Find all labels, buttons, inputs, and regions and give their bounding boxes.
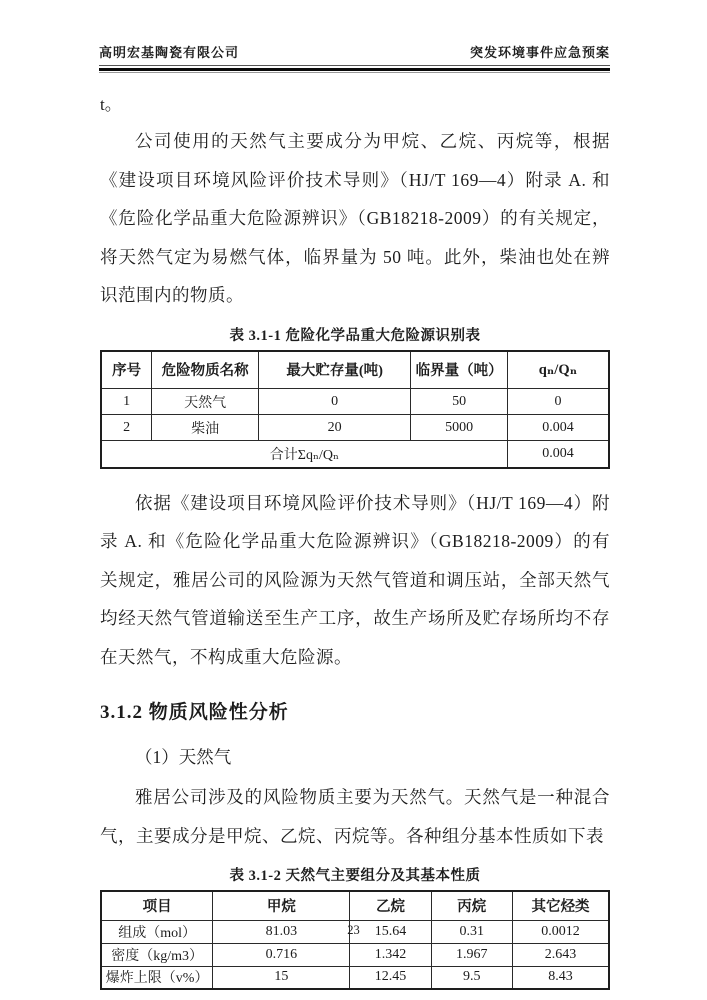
- table1-header-row: [101, 351, 609, 389]
- sub-item-natural-gas: （1）天然气: [135, 747, 232, 767]
- table1-col-max-storage: 最大贮存量(吨): [258, 351, 410, 389]
- page-number: 23: [347, 923, 360, 937]
- table-cell: 1: [101, 389, 152, 415]
- table-row: [101, 943, 609, 966]
- table-cell: 2: [101, 415, 152, 441]
- table-cell: 0: [507, 389, 609, 415]
- table-cell: 8.43: [512, 966, 609, 989]
- header-rule-thin: [99, 72, 610, 73]
- table1-col-critical-qty: 临界量（吨）: [411, 351, 508, 389]
- table-row: [101, 389, 609, 415]
- table-cell: 爆炸上限（v%）: [101, 966, 213, 989]
- table2-col-item: 项目: [101, 891, 213, 920]
- section-heading-3-1-2: 3.1.2 物质风险性分析: [100, 702, 289, 723]
- header-rule-thick: [99, 68, 610, 71]
- table-row: [101, 966, 609, 989]
- table-cell: 0.716: [213, 943, 350, 966]
- header-document-title: 突发环境事件应急预案: [469, 45, 610, 60]
- table1-total-row: [101, 441, 609, 468]
- table-cell: 密度（kg/m3）: [101, 943, 213, 966]
- table2-col-methane: 甲烷: [213, 891, 350, 920]
- page-header: [99, 42, 610, 73]
- paragraph-risk-source: 依据《建设项目环境风险评价技术导则》（HJ/T 169—4）附录 A. 和《危险化学品重大危险源辨识》（GB18218-2009）的有关规定，雅居公司的风险源为天然气管道和调压站，全部天然气均经天然气管道输送至生产工序，故生产场所及贮存场所均不存在天然气，不构成重大危险源。: [100, 492, 610, 667]
- table-cell: 9.5: [431, 966, 512, 989]
- hazard-source-identification-table: [100, 350, 610, 469]
- table1-total-value: 0.004: [507, 441, 609, 468]
- page-body: [100, 88, 610, 990]
- table-cell: 81.03: [213, 920, 350, 943]
- table-cell: 0.004: [507, 415, 609, 441]
- table2-col-other: 其它烃类: [512, 891, 609, 920]
- paragraph-gas-composition: 公司使用的天然气主要成分为甲烷、乙烷、丙烷等，根据《建设项目环境风险评价技术导则》（HJ/T 169—4）附录 A. 和《危险化学品重大危险源辨识》（GB18218-2009）的有关规定，将天然气定为易燃气体，临界量为 50 吨。此外，柴油也处在辨识范围内的物质。: [100, 131, 610, 305]
- table1-col-ratio: qₙ/Qₙ: [507, 351, 609, 389]
- paragraph-fragment: t。: [100, 95, 122, 114]
- table-cell: 2.643: [512, 943, 609, 966]
- table-cell: 20: [258, 415, 410, 441]
- table-cell: 12.45: [350, 966, 431, 989]
- table-cell: 柴油: [152, 415, 259, 441]
- table-cell: 15.64: [350, 920, 431, 943]
- table1-col-substance: 危险物质名称: [152, 351, 259, 389]
- header-company-name: 高明宏基陶瓷有限公司: [99, 45, 240, 60]
- table2-col-propane: 丙烷: [431, 891, 512, 920]
- table-cell: 50: [411, 389, 508, 415]
- table-cell: 15: [213, 966, 350, 989]
- table-cell: 1.967: [431, 943, 512, 966]
- table2-header-row: [101, 891, 609, 920]
- table-cell: 1.342: [350, 943, 431, 966]
- table1-col-index: 序号: [101, 351, 152, 389]
- table2-col-ethane: 乙烷: [350, 891, 431, 920]
- table1-caption: 表 3.1-1 危险化学品重大危险源识别表: [229, 327, 481, 344]
- table2-caption: 表 3.1-2 天然气主要组分及其基本性质: [229, 868, 481, 884]
- table-cell: 5000: [411, 415, 508, 441]
- gas-components-properties-table: [100, 890, 610, 990]
- table1-total-label: 合计Σqₙ/Qₙ: [101, 441, 507, 468]
- table-cell: 0.0012: [512, 920, 609, 943]
- table-cell: 天然气: [152, 389, 259, 415]
- table-row: [101, 415, 609, 441]
- table-cell: 0.31: [431, 920, 512, 943]
- table-cell: 0: [258, 389, 410, 415]
- table-cell: 组成（mol）: [101, 920, 213, 943]
- paragraph-gas-properties: 雅居公司涉及的风险物质主要为天然气。天然气是一种混合气，主要成分是甲烷、乙烷、丙烷等。各种组分基本性质如下表: [100, 787, 610, 846]
